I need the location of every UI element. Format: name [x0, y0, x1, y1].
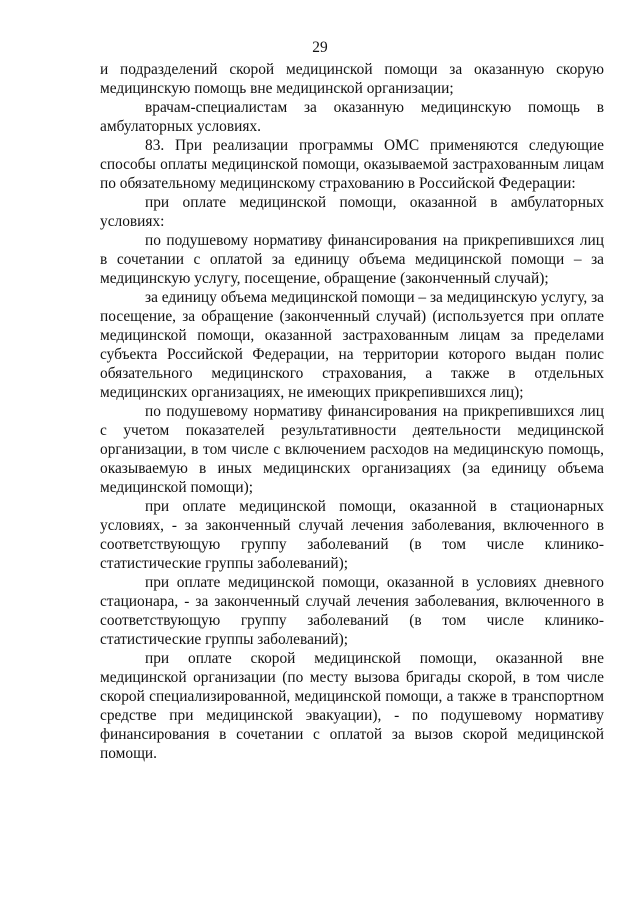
paragraph-specialists: врачам-специалистам за оказанную медицинскую помощь в амбулаторных условиях. [100, 99, 604, 135]
paragraph-per-capita-performance: по подушевому нормативу финансирования на прикрепившихся лиц с учетом показателей результативности деятельности медицинской организации, в том числе с включением расходов на медицинскую помощь, оказываемую в иных медицинских организациях (за единицу объема медицинской помощи); [100, 403, 604, 496]
paragraph-emergency: при оплате скорой медицинской помощи, оказанной вне медицинской организации (по месту вызова бригады скорой, в том числе скорой специализированной, медицинской помощи, а также в транспортном средстве при медицинской эвакуации), - по подушевому нормативу финансирования в сочетании с оплатой за вызов скорой медицинской помощи. [100, 650, 604, 762]
paragraph-inpatient: при оплате медицинской помощи, оказанной в стационарных условиях, - за законченный случай лечения заболевания, включенного в соответствующую группу заболеваний (в том числе клинико-статистические группы заболеваний); [100, 498, 604, 572]
paragraph-outpatient-heading: при оплате медицинской помощи, оказанной в амбулаторных условиях: [100, 194, 604, 230]
paragraph-per-unit: за единицу объема медицинской помощи – за медицинскую услугу, за посещение, за обращение (законченный случай) (используется при оплате медицинской помощи, оказанной застрахованным лицам за пределами субъекта Российской Федерации, на территории которого выдан полис обязательного медицинского страхования, а также в отдельных медицинских организациях, не имеющих прикрепившихся лиц); [100, 289, 604, 401]
paragraph-per-capita-combined: по подушевому нормативу финансирования на прикрепившихся лиц в сочетании с оплатой за единицу объема медицинской помощи – за медицинскую услугу, посещение, обращение (законченный случай); [100, 232, 604, 287]
paragraph-item-83: 83. При реализации программы ОМС применяются следующие способы оплаты медицинской помощи, оказываемой застрахованным лицам по обязательному медицинскому страхованию в Российской Федерации: [100, 137, 604, 192]
document-body [100, 60, 604, 763]
page-number: 29 [312, 39, 328, 56]
paragraph-continuation: и подразделений скорой медицинской помощи за оказанную скорую медицинскую помощь вне медицинской организации; [100, 61, 604, 97]
paragraph-day-hospital: при оплате медицинской помощи, оказанной в условиях дневного стационара, - за законченный случай лечения заболевания, включенного в соответствующую группу заболеваний (в том числе клинико-статистические группы заболеваний); [100, 574, 604, 648]
